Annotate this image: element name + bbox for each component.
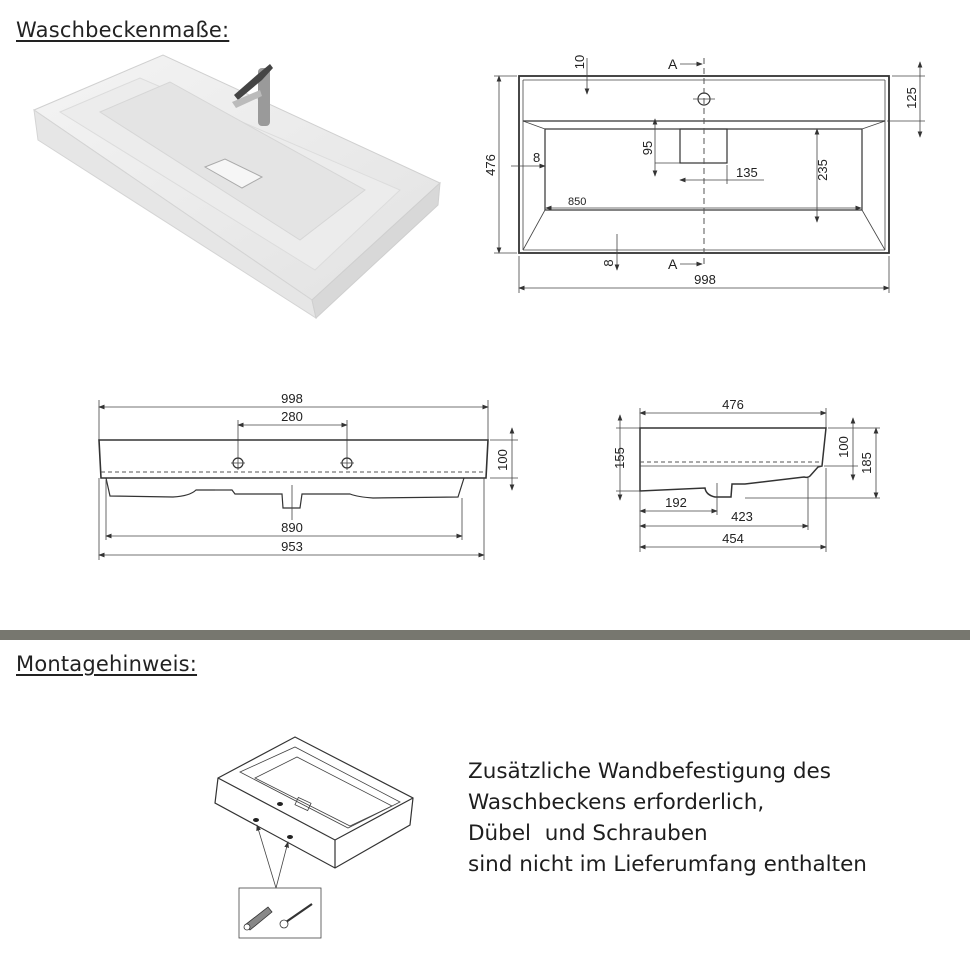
mounting-heading: Montagehinweis: xyxy=(16,652,198,676)
front-view-drawing xyxy=(99,391,518,560)
notice-line: sind nicht im Lieferumfang enthalten xyxy=(468,852,867,877)
section-divider xyxy=(0,630,970,640)
dimension-label: 998 xyxy=(694,272,716,287)
dimension-label: 890 xyxy=(281,520,303,535)
side-view-drawing xyxy=(612,397,880,552)
mounting-notice xyxy=(468,756,867,880)
dimension-label: 125 xyxy=(904,87,919,109)
notice-line: Waschbeckens erforderlich, xyxy=(468,790,765,815)
dimension-label: 998 xyxy=(281,391,303,406)
dimension-label: 185 xyxy=(859,452,874,474)
dimension-label: 100 xyxy=(495,449,510,471)
dimension-label: 454 xyxy=(722,531,744,546)
sink-product-image xyxy=(34,55,440,318)
dimension-label: A xyxy=(668,56,678,72)
dimension-label: 10 xyxy=(572,54,587,70)
dimensions-heading: Waschbeckenmaße: xyxy=(16,18,230,42)
dimension-label: A xyxy=(668,256,678,272)
dimension-label: 8 xyxy=(533,150,541,165)
dimension-label: 423 xyxy=(731,509,753,524)
dimension-label: 280 xyxy=(281,409,303,424)
dimension-label: 953 xyxy=(281,539,303,554)
wall-hole-icon xyxy=(253,818,259,822)
wall-plug-icon xyxy=(244,907,272,930)
dimension-label: 235 xyxy=(815,159,830,181)
dimension-label: 135 xyxy=(736,165,758,180)
mounting-illustration xyxy=(215,737,413,938)
wall-hole-icon xyxy=(287,835,293,839)
screw-icon xyxy=(280,904,312,928)
dimension-label: 192 xyxy=(665,495,687,510)
dimension-label: 476 xyxy=(483,154,498,176)
dimension-label: 155 xyxy=(612,447,627,469)
dimension-label: 476 xyxy=(722,397,744,412)
notice-line: Zusätzliche Wandbefestigung des xyxy=(468,759,831,784)
dimension-label: 100 xyxy=(836,436,851,458)
dimension-label: 95 xyxy=(640,140,655,156)
dimension-label: 850 xyxy=(568,196,587,208)
top-view-drawing xyxy=(483,55,925,293)
dimension-label: 8 xyxy=(601,259,616,267)
notice-line: Dübel und Schrauben xyxy=(468,821,708,846)
